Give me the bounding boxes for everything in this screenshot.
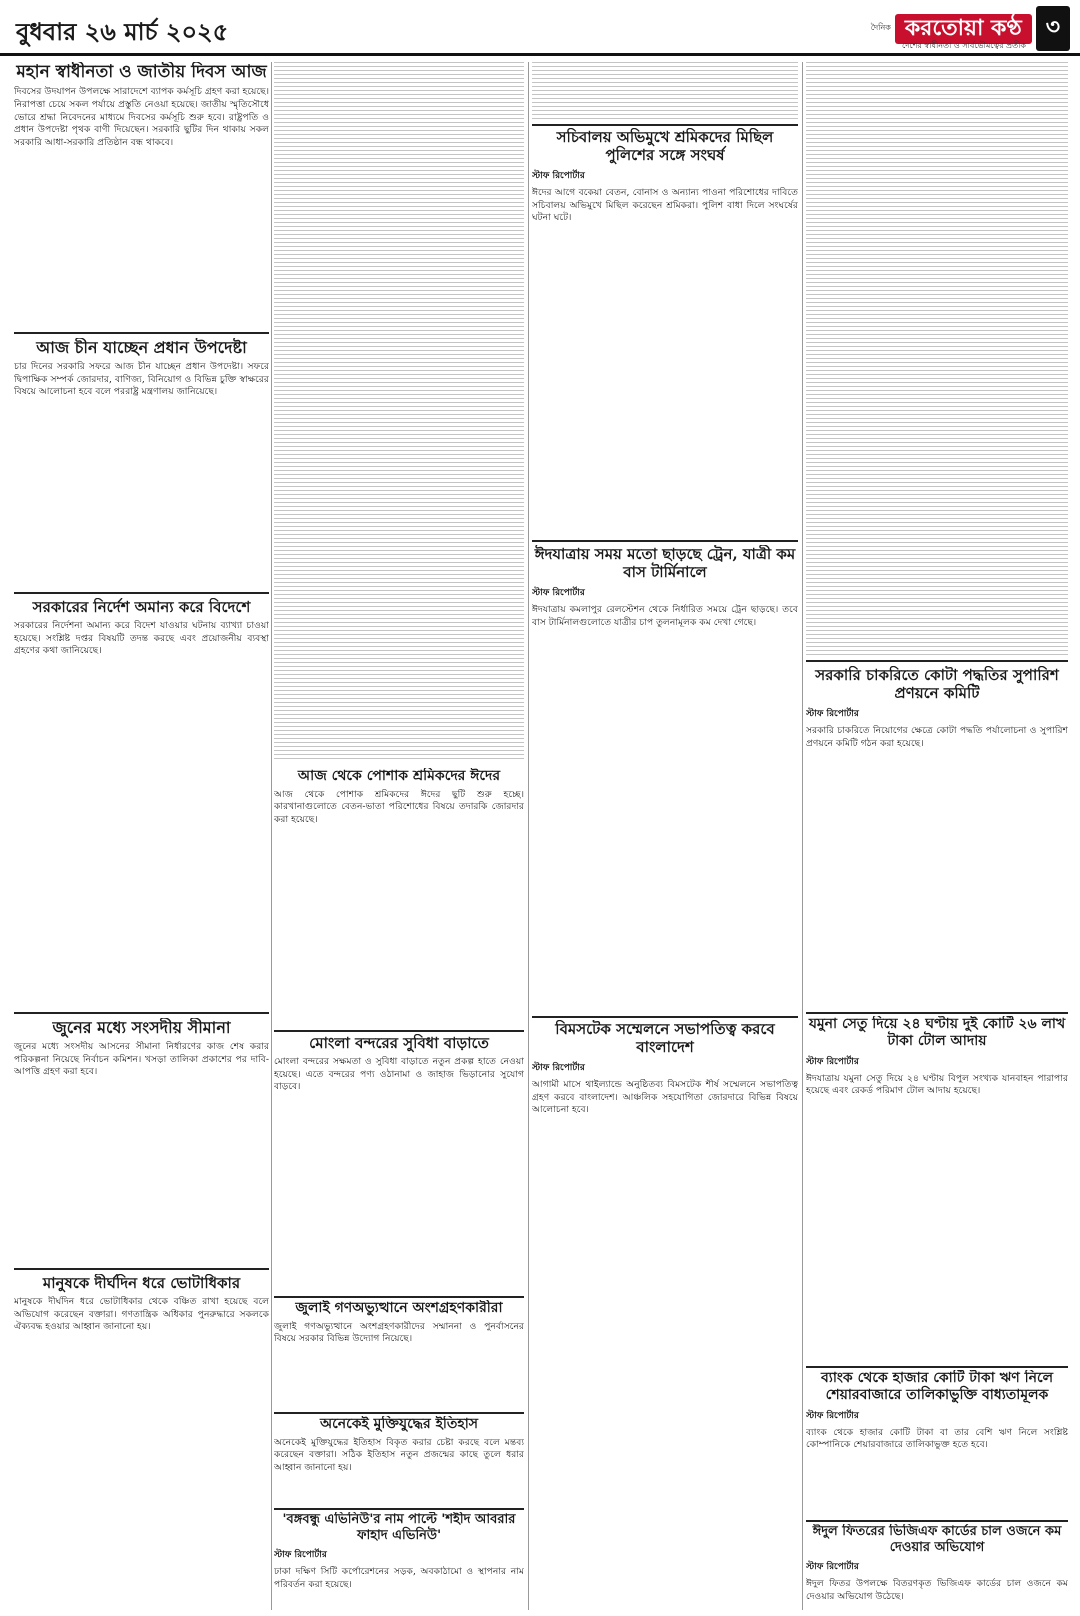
article-continued-col-d	[806, 62, 1068, 658]
article-title: জুলাই গণঅভ্যুত্থানে অংশগ্রহণকারীরা	[295, 1300, 503, 1316]
article-body	[274, 62, 524, 762]
article-byline: স্টাফ রিপোর্টার	[806, 709, 859, 719]
column-divider	[528, 62, 529, 1610]
article-independence-day[interactable]	[14, 62, 269, 330]
article-title: মহান স্বাধীনতা ও জাতীয় দিবস আজ	[16, 62, 267, 82]
article-voting-rights[interactable]	[14, 1274, 269, 1610]
article-body: সরকারি চাকরিতে নিয়োগের ক্ষেত্রে কোটা পদ্ধতি পর্যালোচনা ও সুপারিশ প্রণয়নে কমিটি গঠন করা হয়েছে।	[806, 725, 1068, 749]
article-secretariat-clash[interactable]	[532, 128, 798, 538]
article-title: ঈদযাত্রায় সময় মতো ছাড়ছে ট্রেন, যাত্রী কম বাস টার্মিনালে	[534, 545, 796, 581]
article-body: অনেকেই মুক্তিযুদ্ধের ইতিহাস বিকৃত করার চেষ্টা করছে বলে মন্তব্য করেছেন বক্তারা। সঠিক ইতিহাস নতুন প্রজন্মের কাছে তুলে ধরার আহ্বান জানানো হয়।	[274, 1436, 524, 1473]
divider	[274, 1030, 524, 1032]
article-body: মোংলা বন্দরের সক্ষমতা ও সুবিধা বাড়াতে নতুন প্রকল্প হাতে নেওয়া হয়েছে। এতে বন্দরের পণ্য ওঠানামা ও জাহাজ ভিড়ানোর সুযোগ বাড়বে।	[274, 1056, 524, 1093]
article-title: সরকারের নির্দেশ অমান্য করে বিদেশে	[32, 598, 251, 616]
article-china-visit[interactable]	[14, 338, 269, 590]
text-lines	[532, 62, 798, 122]
divider	[274, 1412, 524, 1414]
article-byline: স্টাফ রিপোর্টার	[532, 1063, 585, 1073]
divider	[806, 1012, 1068, 1014]
divider	[14, 332, 269, 334]
article-byline: স্টাফ রিপোর্টার	[532, 171, 585, 181]
article-body: আগামী মাসে থাইল্যান্ডে অনুষ্ঠিতব্য বিমসটেক শীর্ষ সম্মেলনে সভাপতিত্ব গ্রহণ করবে বাংলাদেশ। আঞ্চলিক সহযোগিতা জোরদারে বিভিন্ন বিষয়ে আলোচনা হবে।	[532, 1079, 798, 1116]
text-lines	[274, 62, 524, 762]
article-garment-workers[interactable]	[274, 768, 524, 1028]
article-title: মোংলা বন্দরের সুবিধা বাড়াতে	[309, 1034, 489, 1052]
article-title: আজ থেকে পোশাক শ্রমিকদের ঈদের	[297, 768, 501, 784]
article-body: ঈদের আগে বকেয়া বেতন, বোনাস ও অন্যান্য পাওনা পরিশোধের দাবিতে সচিবালয় অভিমুখে মিছিল করেছেন শ্রমিকরা। পুলিশ বাধা দিলে সংঘর্ষের ঘটনা ঘটে।	[532, 187, 798, 224]
article-title: সরকারি চাকরিতে কোটা পদ্ধতির সুপারিশ প্রণয়নে কমিটি	[815, 666, 1059, 702]
newspaper-logo: করতোয়া কণ্ঠ	[895, 14, 1032, 44]
page-number: ৩	[1036, 6, 1070, 51]
article-byline: স্টাফ রিপোর্টার	[806, 1056, 859, 1067]
divider	[806, 1520, 1068, 1522]
article-liberation-history[interactable]	[274, 1416, 524, 1506]
column-divider	[271, 62, 272, 1610]
article-body: ঢাকা দক্ষিণ সিটি কর্পোরেশনের সড়ক, অবকাঠামো ও স্থাপনার নাম পরিবর্তন করা হয়েছে।	[274, 1566, 524, 1590]
article-jamuna-bridge[interactable]	[806, 1016, 1068, 1364]
article-title: ঈদুল ফিতরের ভিজিএফ কার্ডের চাল ওজনে কম দেওয়ার অভিযোগ	[812, 1524, 1062, 1555]
divider	[274, 1296, 524, 1298]
article-body: দিবসের উদযাপন উপলক্ষে সারাদেশে ব্যাপক কর্মসূচি গ্রহণ করা হয়েছে। নিরাপত্তা চেয়ে সকল পর্যায়ে প্রস্তুতি নেওয়া হয়েছে। জাতীয় স্মৃতিসৌধে ভোরে শ্রদ্ধা নিবেদনের মাধ্যমে দিবসের কর্মসূচি শুরু হবে। রাষ্ট্রপতি ও প্রধান উপদেষ্টা পৃথক বাণী দিয়েছেন। সরকারি ছুটির দিন থাকায় সকল সরকারি আধা-সরকারি প্রতিষ্ঠান বন্ধ থাকবে।	[14, 86, 269, 148]
article-body: আজ থেকে পোশাক শ্রমিকদের ঈদের ছুটি শুরু হচ্ছে। কারখানাগুলোতে বেতন-ভাতা পরিশোধের বিষয়ে তদারকি জোরদার করা হয়েছে।	[274, 788, 524, 825]
article-byline: স্টাফ রিপোর্টার	[806, 1410, 859, 1421]
article-title: জুনের মধ্যে সংসদীয় সীমানা	[52, 1018, 231, 1037]
article-title: অনেকেই মুক্তিযুদ্ধের ইতিহাস	[319, 1416, 479, 1432]
article-continued-col-b	[274, 62, 524, 762]
article-july-uprising[interactable]	[274, 1300, 524, 1410]
article-body: জুনের মধ্যে সংসদীয় আসনের সীমানা নির্ধারণের কাজ শেষ করার পরিকল্পনা নিয়েছে নির্বাচন কমিশন। খসড়া তালিকা প্রকাশের পর দাবি-আপত্তি গ্রহণ করা হবে।	[14, 1041, 269, 1078]
masthead	[0, 0, 1080, 56]
article-quota-committee[interactable]	[806, 666, 1068, 1010]
text-lines	[806, 62, 1068, 658]
article-title: আজ চীন যাচ্ছেন প্রধান উপদেষ্টা	[36, 338, 247, 357]
divider	[532, 1016, 798, 1018]
brand-subtitle: দেশের স্বাধীনতা ও সার্বভৌমত্বের প্রতীক	[901, 41, 1026, 50]
article-title: 'বঙ্গবন্ধু এভিনিউ'র নাম পাল্টে 'শহীদ আবরার ফাহাদ এভিনিউ'	[282, 1512, 516, 1543]
article-byline: স্টাফ রিপোর্টার	[532, 588, 585, 598]
article-eid-train[interactable]	[532, 545, 798, 1015]
article-title: মানুষকে দীর্ঘদিন ধরে ভোটাধিকার	[42, 1274, 241, 1292]
article-bimstec[interactable]	[532, 1020, 798, 1610]
article-govt-directive[interactable]	[14, 598, 269, 1008]
article-title: ব্যাংক থেকে হাজার কোটি টাকা ঋণ নিলে শেয়ারবাজারে তালিকাভুক্তি বাধ্যতামূলক	[820, 1370, 1054, 1403]
article-body: ঈদযাত্রায় কমলাপুর রেলস্টেশন থেকে নির্ধারিত সময়ে ট্রেন ছাড়ছে। তবে বাস টার্মিনালগুলোতে যাত্রীর চাপ তুলনামূলক কম দেখা গেছে।	[532, 604, 798, 628]
article-body: সরকারের নির্দেশনা অমান্য করে বিদেশ যাওয়ার ঘটনায় ব্যাখ্যা চাওয়া হয়েছে। সংশ্লিষ্ট দপ্তর বিষয়টি তদন্ত করছে এবং প্রয়োজনীয় ব্যবস্থা গ্রহণের কথা জানিয়েছে।	[14, 620, 269, 657]
article-body: ঈদুল ফিতর উপলক্ষে বিতরণকৃত ভিজিএফ কার্ডের চাল ওজনে কম দেওয়ার অভিযোগ উঠেছে।	[806, 1578, 1068, 1602]
article-title: যমুনা সেতু দিয়ে ২৪ ঘণ্টায় দুই কোটি ২৬ লাখ টাকা টোল আদায়	[808, 1016, 1066, 1049]
divider	[532, 124, 798, 126]
brand-tag: দৈনিক	[870, 23, 891, 33]
column-divider	[802, 62, 803, 1610]
article-avenue-rename[interactable]	[274, 1512, 524, 1610]
article-body: জুলাই গণঅভ্যুত্থানে অংশগ্রহণকারীদের সম্মাননা ও পুনর্বাসনের বিষয়ে সরকার বিভিন্ন উদ্যোগ নিয়েছে।	[274, 1320, 524, 1345]
divider	[14, 592, 269, 594]
article-body: মানুষকে দীর্ঘদিন ধরে ভোটাধিকার থেকে বঞ্চিত রাখা হয়েছে বলে অভিযোগ করেছেন বক্তারা। গণতান্ত্রিক অধিকার পুনরুদ্ধারে সকলকে ঐক্যবদ্ধ হওয়ার আহ্বান জানানো হয়।	[14, 1296, 269, 1333]
article-byline: স্টাফ রিপোর্টার	[806, 1562, 859, 1573]
article-title: সচিবালয় অভিমুখে শ্রমিকদের মিছিল পুলিশের সঙ্গে সংঘর্ষ	[556, 128, 774, 164]
article-byline: স্টাফ রিপোর্টার	[274, 1550, 327, 1561]
article-bank-loan[interactable]	[806, 1370, 1068, 1518]
article-body: ব্যাংক থেকে হাজার কোটি টাকা বা তার বেশি ঋণ নিলে সংশ্লিষ্ট কোম্পানিকে শেয়ারবাজারে তালিকাভুক্ত হতে হবে।	[806, 1426, 1068, 1451]
article-continued-col-c	[532, 62, 798, 122]
article-body	[532, 62, 798, 122]
divider	[14, 1268, 269, 1270]
article-body: ঈদযাত্রায় যমুনা সেতু দিয়ে ২৪ ঘণ্টায় বিপুল সংখ্যক যানবাহন পারাপার হয়েছে এবং রেকর্ড পরিমাণ টোল আদায় হয়েছে।	[806, 1072, 1068, 1097]
divider	[14, 1012, 269, 1014]
divider	[532, 540, 798, 542]
divider	[274, 1508, 524, 1510]
issue-date: বুধবার ২৬ মার্চ ২০২৫	[16, 17, 229, 46]
article-vgf-rice[interactable]	[806, 1524, 1068, 1610]
article-constituency[interactable]	[14, 1018, 269, 1266]
divider	[806, 660, 1068, 662]
divider	[806, 1366, 1068, 1368]
article-title: বিমসটেক সম্মেলনে সভাপতিত্ব করবে বাংলাদেশ	[555, 1020, 775, 1056]
article-mongla-port[interactable]	[274, 1034, 524, 1294]
article-body: চার দিনের সরকারি সফরে আজ চীন যাচ্ছেন প্রধান উপদেষ্টা। সফরে দ্বিপাক্ষিক সম্পর্ক জোরদার, বাণিজ্য, বিনিয়োগ ও বিভিন্ন চুক্তি স্বাক্ষরের বিষয়ে আলোচনা হবে বলে পররাষ্ট্র মন্ত্রণালয় জানিয়েছে।	[14, 361, 269, 398]
article-body	[806, 62, 1068, 658]
